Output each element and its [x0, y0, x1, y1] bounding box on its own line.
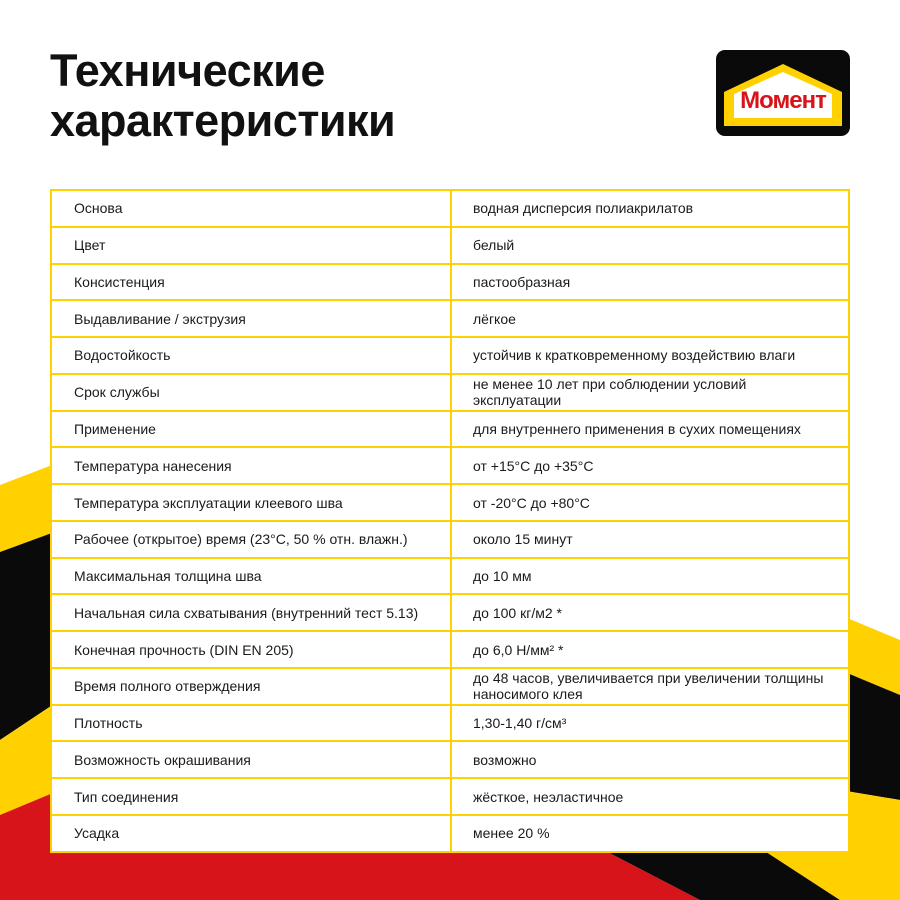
- spec-property: Температура нанесения: [51, 447, 451, 484]
- spec-value: возможно: [451, 741, 849, 778]
- spec-property: Усадка: [51, 815, 451, 852]
- spec-value: менее 20 %: [451, 815, 849, 852]
- table-row: [51, 594, 849, 631]
- spec-property: Возможность окрашивания: [51, 741, 451, 778]
- spec-property: Тип соединения: [51, 778, 451, 815]
- spec-value: до 10 мм: [451, 558, 849, 595]
- bottom-red-band: [0, 848, 700, 900]
- spec-value: лёгкое: [451, 300, 849, 337]
- spec-value: не менее 10 лет при соблюдении условий эксплуатации: [451, 374, 849, 411]
- table-row: [51, 190, 849, 227]
- table-row: [51, 227, 849, 264]
- table-row: [51, 705, 849, 742]
- spec-property: Максимальная толщина шва: [51, 558, 451, 595]
- table-row: [51, 741, 849, 778]
- table-row: [51, 447, 849, 484]
- spec-property: Начальная сила схватывания (внутренний тест 5.13): [51, 594, 451, 631]
- table-row: [51, 484, 849, 521]
- table-row: [51, 558, 849, 595]
- logo-text: Момент: [740, 87, 826, 114]
- spec-property: Цвет: [51, 227, 451, 264]
- spec-value: для внутреннего применения в сухих помещениях: [451, 411, 849, 448]
- table-row: [51, 521, 849, 558]
- spec-property: Консистенция: [51, 264, 451, 301]
- table-row: [51, 815, 849, 852]
- spec-value: водная дисперсия полиакрилатов: [451, 190, 849, 227]
- specs-table-body: [51, 190, 849, 852]
- spec-value: 1,30-1,40 г/см³: [451, 705, 849, 742]
- table-row: [51, 668, 849, 705]
- spec-property: Температура эксплуатации клеевого шва: [51, 484, 451, 521]
- table-row: [51, 374, 849, 411]
- spec-value: пастообразная: [451, 264, 849, 301]
- spec-value: белый: [451, 227, 849, 264]
- table-row: [51, 337, 849, 374]
- table-row: [51, 411, 849, 448]
- spec-value: от -20°С до +80°С: [451, 484, 849, 521]
- spec-value: около 15 минут: [451, 521, 849, 558]
- spec-property: Конечная прочность (DIN EN 205): [51, 631, 451, 668]
- brand-logo: [716, 50, 850, 136]
- spec-value: жёсткое, неэластичное: [451, 778, 849, 815]
- specs-table: [50, 189, 850, 853]
- spec-value: до 48 часов, увеличивается при увеличении толщины наносимого клея: [451, 668, 849, 705]
- table-row: [51, 300, 849, 337]
- page-title: [50, 46, 610, 146]
- spec-property: Плотность: [51, 705, 451, 742]
- table-row: [51, 631, 849, 668]
- table-row: [51, 264, 849, 301]
- spec-value: до 6,0 Н/мм² *: [451, 631, 849, 668]
- spec-property: Рабочее (открытое) время (23°С, 50 % отн. влажн.): [51, 521, 451, 558]
- table-row: [51, 778, 849, 815]
- spec-property: Водостойкость: [51, 337, 451, 374]
- spec-property: Основа: [51, 190, 451, 227]
- page-title-line1: Технические: [50, 45, 325, 96]
- spec-value: до 100 кг/м2 *: [451, 594, 849, 631]
- spec-property: Время полного отверждения: [51, 668, 451, 705]
- spec-property: Применение: [51, 411, 451, 448]
- spec-value: устойчив к кратковременному воздействию влаги: [451, 337, 849, 374]
- spec-property: Срок службы: [51, 374, 451, 411]
- spec-value: от +15°С до +35°С: [451, 447, 849, 484]
- spec-property: Выдавливание / экструзия: [51, 300, 451, 337]
- page-title-line2: характеристики: [50, 95, 396, 146]
